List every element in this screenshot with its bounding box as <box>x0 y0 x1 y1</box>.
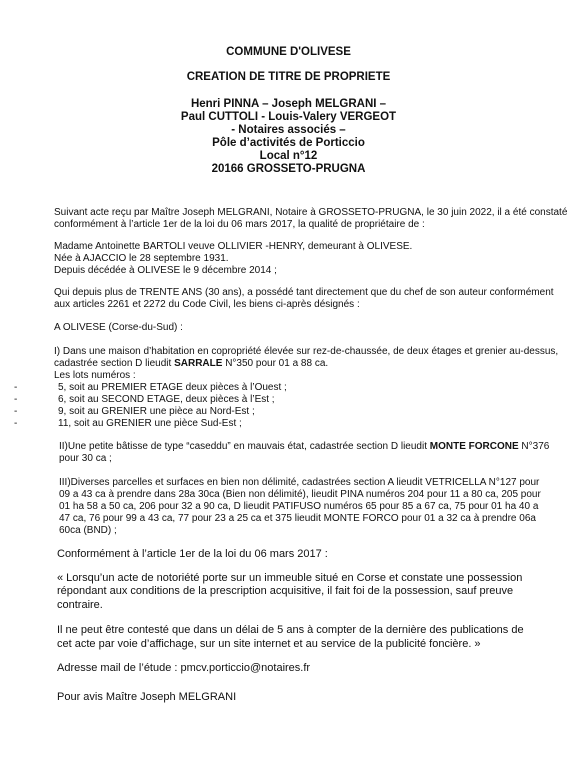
quote-line-1: « Lorsqu’un acte de notoriété porte sur un immeuble situé en Corse et constate une possession <box>57 572 523 584</box>
lots-heading: Les lots numéros : <box>54 370 136 381</box>
item2-line-1: II)Une petite bâtisse de type “caseddu” en mauvais état, cadastrée section D lieudit MONTE FORCONE N°376 <box>59 441 550 452</box>
lot-bullet: - <box>14 382 18 393</box>
contest-line-2: cet acte par voie d’affichage, sur un site internet et au service de la publicité foncière. » <box>57 638 481 650</box>
lot-item: 11, soit au GRENIER une pièce Sud-Est ; <box>58 418 242 429</box>
item3-line-4: 47 ca, 76 pour 99 a 43 ca, 77 pour 23 a 25 ca et 375 lieudit MONTE FORCO pour 01 a 32 ca à prendre 06a <box>59 513 536 524</box>
conformity-line: Conformément à l’article 1er de la loi du 06 mars 2017 : <box>57 548 328 560</box>
lot-item: 9, soit au GRENIER une pièce au Nord-Est ; <box>58 406 255 417</box>
item3-line-5: 60ca (BND) ; <box>59 525 117 536</box>
possession-line-1: Qui depuis plus de TRENTE ANS (30 ans), a possédé tant directement que du chef de son auteur conformément <box>54 287 554 298</box>
contest-line-1: Il ne peut être contesté que dans un délai de 5 ans à compter de la dernière des publications de <box>57 624 524 636</box>
quote-line-3: contraire. <box>57 599 103 611</box>
owner-line-2: Née à AJACCIO le 28 septembre 1931. <box>54 253 229 264</box>
commune-heading: COMMUNE D'OLIVESE <box>226 46 351 58</box>
lot-bullet: - <box>14 394 18 405</box>
address-line-3: 20166 GROSSETO-PRUGNA <box>211 163 366 175</box>
signature-line: Pour avis Maître Joseph MELGRANI <box>57 691 237 703</box>
item1-line-1: I) Dans une maison d’habitation en copropriété élevée sur rez-de-chaussée, de deux étages et grenier au-dessus, <box>54 346 559 357</box>
item2-lieudit: MONTE FORCONE <box>429 441 519 452</box>
notaries-line-3: - Notaires associés – <box>231 124 346 136</box>
item1-lieudit: SARRALE <box>174 358 223 369</box>
notaries-line-2: Paul CUTTOLI - Louis-Valery VERGEOT <box>180 111 397 123</box>
contact-email: Adresse mail de l’étude : pmcv.porticcio@notaires.fr <box>57 662 311 674</box>
document-title: CREATION DE TITRE DE PROPRIETE <box>186 71 391 83</box>
lot-bullet: - <box>14 418 18 429</box>
item3-line-2: 09 a 43 ca à prendre dans 28a 30ca (Bien non délimité), lieudit PINA numéros 204 pour 11 a 80 ca, 205 pour <box>59 489 541 500</box>
notaries-line-1: Henri PINNA – Joseph MELGRANI – <box>190 98 387 110</box>
intro-line-2: conformément à l’article 1er de la loi du 06 mars 2017, la qualité de propriétaire de : <box>54 219 425 230</box>
item3-line-1: III)Diverses parcelles et surfaces en bien non délimité, cadastrées section A lieudit VETRICELLA N°127 pour <box>59 477 540 488</box>
owner-line-3: Depuis décédée à OLIVESE le 9 décembre 2014 ; <box>54 265 277 276</box>
item1-line-2: cadastrée section D lieudit SARRALE N°350 pour 01 a 88 ca. <box>54 358 329 369</box>
address-line-2: Local n°12 <box>259 150 318 162</box>
intro-line-1: Suivant acte reçu par Maître Joseph MELGRANI, Notaire à GROSSETO-PRUGNA, le 30 juin 2022, il a été constaté <box>54 207 568 218</box>
item3-line-3: 01 ha 58 a 50 ca, 206 pour 32 a 90 ca, D lieudit PATIFUSO numéros 65 pour 85 a 67 ca, 75 pour 01 ha 40 a <box>59 501 539 512</box>
quote-line-2: répondant aux conditions de la prescription acquisitive, il fait foi de la possession, sauf preuve <box>57 585 514 597</box>
possession-line-2: aux articles 2261 et 2272 du Code Civil, les biens ci-après désignés : <box>54 299 360 310</box>
lot-item: 6, soit au SECOND ETAGE, deux pièces à l’Est ; <box>58 394 275 405</box>
address-line-1: Pôle d’activités de Porticcio <box>212 137 365 149</box>
owner-line-1: Madame Antoinette BARTOLI veuve OLLIVIER -HENRY, demeurant à OLIVESE. <box>54 241 413 252</box>
item2-line-2: pour 30 ca ; <box>59 453 112 464</box>
lot-item: 5, soit au PREMIER ETAGE deux pièces à l’Ouest ; <box>58 382 287 393</box>
location-line: A OLIVESE (Corse-du-Sud) : <box>54 322 183 333</box>
lot-bullet: - <box>14 406 18 417</box>
